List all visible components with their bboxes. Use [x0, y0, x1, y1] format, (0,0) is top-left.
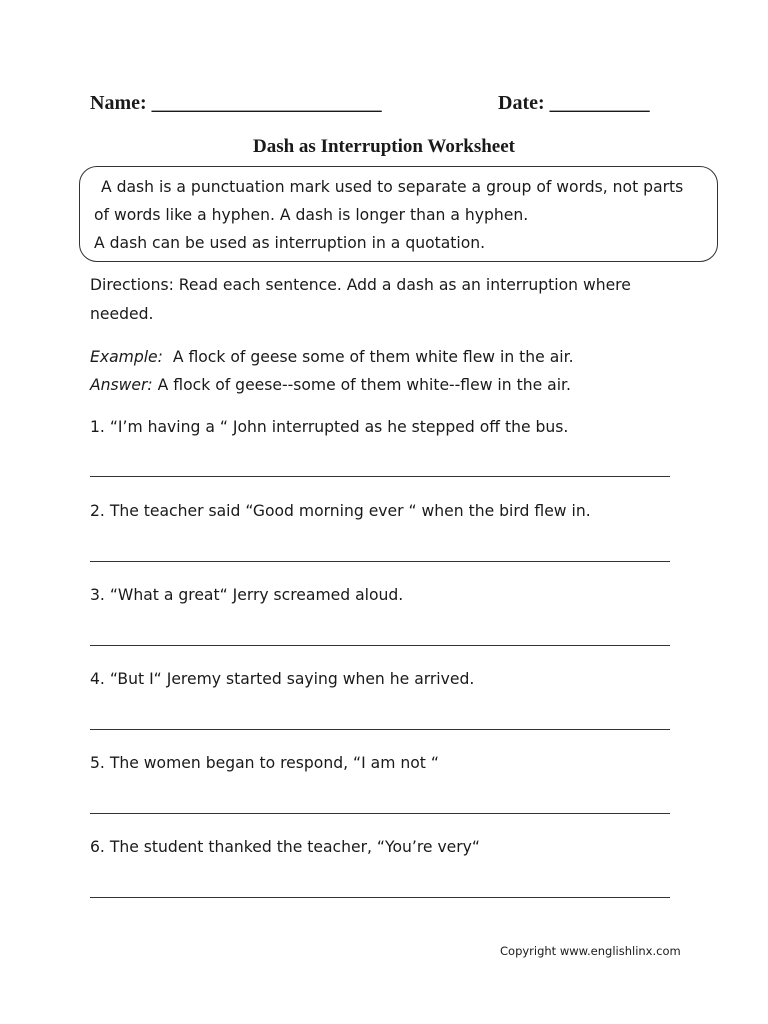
answer-line-6[interactable]	[90, 897, 670, 898]
definition-line: A dash can be used as interruption in a quotation.	[94, 234, 486, 252]
example-label: Example:	[90, 348, 163, 366]
name-label: Name:	[90, 92, 147, 114]
directions-line: Directions: Read each sentence. Add a dash as an interruption where	[90, 276, 631, 294]
answer-text: A flock of geese--some of them white--flew in the air.	[152, 376, 571, 394]
date-label: Date:	[498, 92, 545, 114]
question-6: 6. The student thanked the teacher, “You’re very“	[90, 838, 480, 856]
question-1: 1. “I’m having a “ John interrupted as he stepped off the bus.	[90, 418, 569, 436]
date-blank: __________	[549, 92, 650, 114]
example-line	[90, 348, 574, 366]
example-text: A flock of geese some of them white flew in the air.	[162, 348, 574, 366]
definition-line: A dash is a punctuation mark used to separate a group of words, not parts	[96, 178, 684, 196]
answer-line-3[interactable]	[90, 645, 670, 646]
answer-line-5[interactable]	[90, 813, 670, 814]
directions-line: needed.	[90, 305, 154, 323]
answer-label: Answer:	[90, 376, 153, 394]
question-4: 4. “But I“ Jeremy started saying when he arrived.	[90, 670, 475, 688]
answer-line-1[interactable]	[90, 476, 670, 477]
date-field[interactable]	[498, 92, 650, 115]
name-field[interactable]	[90, 92, 382, 115]
question-5: 5. The women began to respond, “I am not “	[90, 754, 439, 772]
answer-line-2[interactable]	[90, 561, 670, 562]
copyright-text: Copyright www.englishlinx.com	[500, 944, 681, 958]
answer-line	[90, 376, 571, 394]
definition-line: of words like a hyphen. A dash is longer than a hyphen.	[94, 206, 529, 224]
name-blank: _______________________	[151, 92, 382, 114]
answer-line-4[interactable]	[90, 729, 670, 730]
question-2: 2. The teacher said “Good morning ever “ when the bird flew in.	[90, 502, 591, 520]
question-3: 3. “What a great“ Jerry screamed aloud.	[90, 586, 404, 604]
worksheet-title: Dash as Interruption Worksheet	[253, 136, 515, 157]
